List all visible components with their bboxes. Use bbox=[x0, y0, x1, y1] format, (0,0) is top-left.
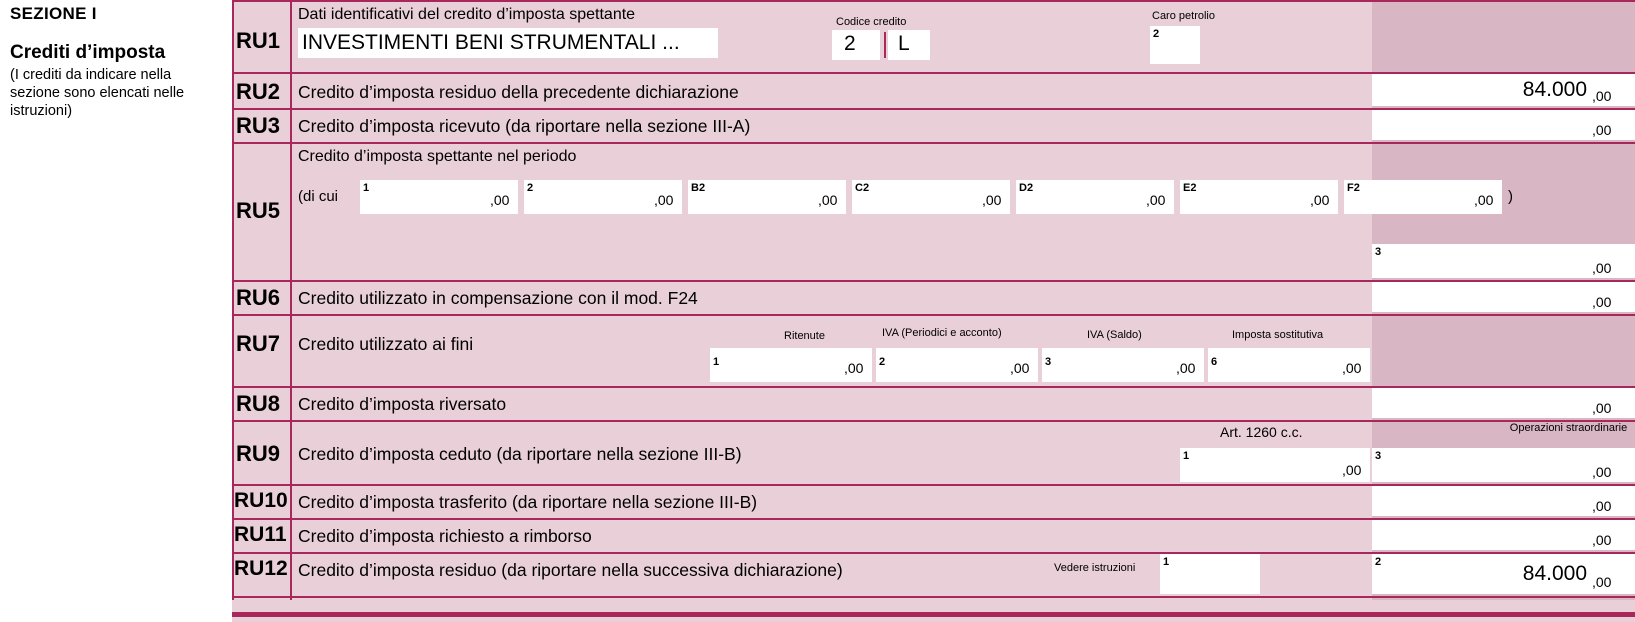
ru5-subfield-e2-cents: ,00 bbox=[1310, 192, 1330, 208]
ru3-amount-cents: ,00 bbox=[1592, 122, 1612, 138]
ru5-subfield-1-cents: ,00 bbox=[490, 192, 510, 208]
ru5-di-cui-open: (di cui bbox=[298, 188, 339, 205]
row-code-ru12: RU12 bbox=[234, 557, 288, 580]
form-grid bbox=[232, 0, 1635, 622]
row-code-ru9: RU9 bbox=[236, 441, 281, 466]
ru5-subfield-d2-cents: ,00 bbox=[1146, 192, 1166, 208]
ru1-caro-petrolio-index: 2 bbox=[1153, 28, 1160, 40]
ru12-subfield-2-index: 2 bbox=[1375, 556, 1382, 568]
ru5-di-cui-close: ) bbox=[1508, 188, 1513, 205]
section-title: SEZIONE I bbox=[10, 4, 97, 23]
ru5-label: Credito d’imposta spettante nel periodo bbox=[298, 148, 577, 165]
ru7-subfield-6-index: 6 bbox=[1211, 356, 1218, 368]
ru7-subfield-1-cents: ,00 bbox=[844, 360, 864, 376]
bottom-accent-bar bbox=[232, 612, 1635, 617]
ru8-amount-cents: ,00 bbox=[1592, 400, 1612, 416]
ru12-amount-cents: ,00 bbox=[1592, 574, 1612, 590]
ru7-subfield-3-cents: ,00 bbox=[1176, 360, 1196, 376]
vedere-istruzioni-header: Vedere istruzioni bbox=[1054, 562, 1136, 574]
ru5-subfield-2-cents: ,00 bbox=[654, 192, 674, 208]
ru5-subfield-d2-index: D2 bbox=[1019, 182, 1034, 194]
ru6-amount-cents: ,00 bbox=[1592, 294, 1612, 310]
ru5-total-index: 3 bbox=[1375, 246, 1382, 258]
ru5-subfield-c2-cents: ,00 bbox=[982, 192, 1002, 208]
ru2-label: Credito d’imposta residuo della precedente dichiarazione bbox=[298, 82, 739, 102]
codice-credito-header: Codice credito bbox=[836, 16, 907, 28]
ru5-subfield-e2-index: E2 bbox=[1183, 182, 1197, 194]
row-code-ru11: RU11 bbox=[234, 523, 287, 546]
row-code-ru1: RU1 bbox=[236, 28, 281, 53]
ru1-caption: Dati identificativi del credito d’imposta spettante bbox=[298, 6, 636, 23]
ru5-subfield-2-index: 2 bbox=[527, 182, 534, 194]
section-subtitle: Crediti d’imposta bbox=[10, 42, 166, 63]
row-code-ru2: RU2 bbox=[236, 79, 281, 104]
ru7-subfield-1-index: 1 bbox=[713, 356, 720, 368]
rule-ru3-bottom bbox=[232, 142, 1635, 144]
row-code-ru3: RU3 bbox=[236, 113, 281, 138]
ru8-label: Credito d’imposta riversato bbox=[298, 394, 507, 414]
section-note: (I crediti da indicare nella sezione sono elencati nelle istruzioni) bbox=[10, 67, 185, 119]
ru2-amount-cents: ,00 bbox=[1592, 88, 1612, 104]
ru7-label: Credito utilizzato ai fini bbox=[298, 334, 474, 354]
ru3-label: Credito d’imposta ricevuto (da riportare nella sezione III-A) bbox=[298, 116, 751, 136]
rule-ru8-bottom bbox=[232, 420, 1635, 422]
ru12-amount-value: 84.000 bbox=[1522, 562, 1587, 585]
ru5-subfield-1-index: 1 bbox=[363, 182, 370, 194]
ru7-subfield-2-cents: ,00 bbox=[1010, 360, 1030, 376]
iva-saldo-header: IVA (Saldo) bbox=[1087, 329, 1142, 341]
art-1260-header: Art. 1260 c.c. bbox=[1220, 424, 1303, 440]
ru7-subfield-6-cents: ,00 bbox=[1342, 360, 1362, 376]
section-left-column bbox=[0, 0, 232, 622]
ru5-subfield-f2-index: F2 bbox=[1347, 182, 1360, 194]
ru7-subfield-2-index: 2 bbox=[879, 356, 886, 368]
row-code-ru8: RU8 bbox=[236, 391, 281, 416]
ru9-subfield-1-index: 1 bbox=[1183, 450, 1190, 462]
ru9-label: Credito d’imposta ceduto (da riportare nella sezione III-B) bbox=[298, 444, 742, 464]
ru12-label: Credito d’imposta residuo (da riportare nella successiva dichiarazione) bbox=[298, 560, 843, 580]
ru7-subfield-3-index: 3 bbox=[1045, 356, 1052, 368]
row-code-ru6: RU6 bbox=[236, 285, 281, 310]
rule-ru6-bottom bbox=[232, 314, 1635, 316]
ru9-subfield-3-cents: ,00 bbox=[1592, 464, 1612, 480]
ru12-subfield-1[interactable] bbox=[1160, 554, 1260, 594]
ru1-codice-credito-value-2: L bbox=[898, 32, 910, 55]
ru5-subfield-f2-cents: ,00 bbox=[1474, 192, 1494, 208]
ru5-subfield-c2-index: C2 bbox=[855, 182, 870, 194]
operazioni-straordinarie-header: Operazioni straordinarie bbox=[1509, 422, 1628, 434]
ru10-amount-cents: ,00 bbox=[1592, 498, 1612, 514]
ru5-subfield-b2-index: B2 bbox=[691, 182, 706, 194]
ritenute-header: Ritenute bbox=[784, 330, 825, 342]
ru5-subfield-b2-cents: ,00 bbox=[818, 192, 838, 208]
ru2-amount-value: 84.000 bbox=[1522, 78, 1587, 101]
iva-periodici-header: IVA (Periodici e acconto) bbox=[882, 327, 1002, 339]
row-code-ru10: RU10 bbox=[234, 489, 288, 512]
imposta-sostitutiva-header: Imposta sostitutiva bbox=[1232, 329, 1324, 341]
ru6-label: Credito utilizzato in compensazione con il mod. F24 bbox=[298, 288, 698, 308]
codice-credito-separator bbox=[884, 32, 886, 58]
ru9-subfield-3-index: 3 bbox=[1375, 450, 1382, 462]
ru1-codice-credito-field-1[interactable] bbox=[832, 30, 880, 60]
ru1-codice-credito-value-1: 2 bbox=[844, 32, 856, 55]
caro-petrolio-header: Caro petrolio bbox=[1152, 10, 1215, 22]
ru5-total-cents: ,00 bbox=[1592, 260, 1612, 276]
ru1-description-value: INVESTIMENTI BENI STRUMENTALI ... bbox=[302, 31, 680, 54]
row-code-ru7: RU7 bbox=[236, 331, 281, 356]
ru9-subfield-1-cents: ,00 bbox=[1342, 462, 1362, 478]
row-code-ru5: RU5 bbox=[236, 198, 281, 223]
ru11-label: Credito d’imposta richiesto a rimborso bbox=[298, 526, 592, 546]
rule-top bbox=[232, 0, 1635, 2]
rule-ru12-bottom bbox=[232, 596, 1635, 598]
ru11-amount-cents: ,00 bbox=[1592, 532, 1612, 548]
ru10-label: Credito d’imposta trasferito (da riportare nella sezione III-B) bbox=[298, 492, 758, 512]
ru12-subfield-1-index: 1 bbox=[1163, 556, 1170, 568]
